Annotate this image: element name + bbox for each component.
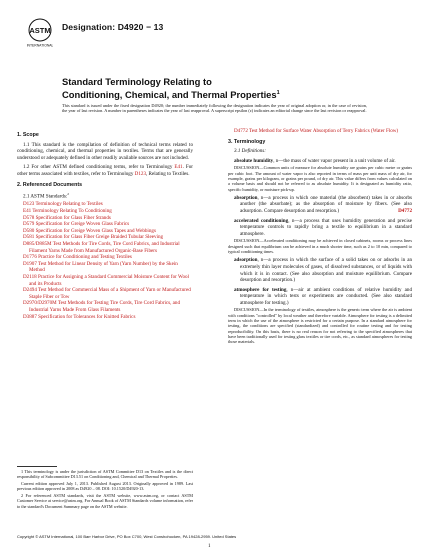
reference-item[interactable]: D1907 Test Method for Linear Density of Yarn (Yarn Number) by the Skein Method <box>23 260 178 274</box>
paragraph-1-2: 1.2 For other ASTM defined conditioning terms, refer to Terminology E41. For other terms associated with textiles, refer to Terminology D123, Relating to Textiles. <box>17 164 193 177</box>
discussion-absolute-humidity: DISCUSSION—Common units of measure for absolute humidity are grains per cubic metre or grains per cubic foot. The amount of water vapor is also reported in terms of mass per unit mass of dry air, for example, grains per kilogram, or grains per pound, of dry air. This value differs from values calculated on a volume basis and should not be referred to as absolute humidity. It is designated as humidity ratio, specific humidity, or moisture pick-up. <box>228 165 412 192</box>
reference-item[interactable]: D578 Specification for Glass Fiber Strands <box>23 214 111 221</box>
term-atmosphere-for-testing: atmosphere for testing, n—air at ambient conditions of relative humidity and temperature in which tests or experiments are conducted. (See also standard atmosphere for testing.) <box>234 286 413 306</box>
term-absorption: absorption, n—a process in which one material (the absorbent) takes in or absorbs another (the absorbate); as the absorption of moisture by fibers. (See also adsorption. Compare desorption and resorption.) D4772 <box>234 194 412 215</box>
reference-item[interactable]: D581 Specification for Glass Fiber Greige Braided Tubular Sleeving <box>23 234 164 241</box>
reference-item[interactable]: D885/D885M Test Methods for Tire Cords, Tire Cord Fabrics, and Industrial Filament Yarns Made from Manufactured Organic-Base Fibers <box>23 241 180 254</box>
astm-logo <box>27 18 53 48</box>
standard-tag: D4772 <box>398 208 412 215</box>
intro-notice: This standard is issued under the fixed designation D4920; the number immediately following the designation indicates the year of original adoption or, in the case of revision, the year of last revision. A number in parentheses indicates the year of last reapproval. A superscript epsilon (ε) indicates an editorial change since the last revision or reapproval. <box>62 103 367 114</box>
section-heading-referenced: 2. Referenced Documents <box>17 181 83 188</box>
reference-item[interactable]: D123 Terminology Relating to Textiles <box>23 201 103 208</box>
left-column <box>17 128 193 320</box>
svg-text:ASTM: ASTM <box>29 26 51 35</box>
title-footnote-marker: 1 <box>276 89 280 96</box>
ref-link-e41[interactable]: E41 <box>174 164 183 171</box>
paragraph-2-1: 2.1 ASTM Standards:$^2$ <box>23 192 70 200</box>
reference-item[interactable]: D580 Specification for Greige Woven Glass Tapes and Webbings <box>23 227 156 234</box>
term-accelerated-conditioning: accelerated conditioning, n—a process that uses humidity generation and precise temperature controls to rapidly bring a textile to equilibrium in a standard atmosphere. <box>234 217 412 237</box>
definitions-subheading: 3.1 Definitions: <box>234 148 266 155</box>
title-line-1: Standard Terminology Relating to <box>62 76 212 87</box>
reference-item[interactable]: D1776 Practice for Conditioning and Testing Textiles <box>23 254 132 261</box>
paragraph-1-1: 1.1 This standard is the compilation of definition of technical terms related to conditioning, chemical, and thermal properties in textiles. Terms that are generally understood or adequately defined in other readily available sources are not included. <box>17 141 193 161</box>
reference-item[interactable]: D579 Specification for Greige Woven Glass Fabrics <box>23 221 130 228</box>
footnote-1: 1 This terminology is under the jurisdiction of ASTM Committee D13 on Textiles and is the direct responsibility of Subcommittee D13.51 on Conditioning and, Chemical and Thermal Properties. <box>17 469 193 480</box>
term-adsorption: adsorption, n—a process in which the surface of a solid takes on or adsorbs in an extremely thin layer molecules of gases, of dissolved substances, or of liquids with which it is in contact. (See also absorption and moisture equilibrium. Compare desorption and resorption.) <box>234 257 412 284</box>
ref-link-d123[interactable]: D123 <box>134 170 146 177</box>
footnotes <box>17 466 193 511</box>
section-heading-scope: 1. Scope <box>17 132 39 138</box>
reference-item[interactable]: D2118 Practice for Assigning a Standard Commercial Moisture Content for Wool and its Products <box>23 273 189 287</box>
designation: Designation: D4920 − 13 <box>62 22 164 32</box>
footnote-2: 2 For referenced ASTM standards, visit the ASTM website, www.astm.org, or contact ASTM Customer Service at service@astm.org. For Annual Book of ASTM Standards volume information, refer to the standard's Document Summary page on the ASTM website. <box>17 493 193 509</box>
document-title <box>62 76 392 100</box>
reference-list <box>17 201 193 320</box>
discussion-atmosphere-for-testing: DISCUSSION—In the terminology of textiles, atmosphere is the generic term where the air is ambient with conditions "controlled" by local weather and therefore variable. Atmosphere for testing is a delimited term in which the use of the atmosphere is restricted for a certain purpose. In a standard atmosphere for testing, the conditions are specified (standardized) and controlled for routine testing and for testing reproducibility. On this basis, there is no real reason for not referring to the specified atmospheres that have been traditionally used for testing glass textiles or tire cords, etc., as standard atmospheres for testing those materials. <box>228 307 412 345</box>
copyright-notice: Copyright © ASTM International, 100 Barr Harbor Drive, PO Box C700, West Conshohocken, PA 19428-2959. United States <box>17 534 237 539</box>
reference-item-d4772[interactable]: D4772 Test Method for Surface Water Absorption of Terry Fabrics (Water Flow) <box>234 128 399 134</box>
reference-item[interactable]: D2970/D2970M Test Methods for Testing Tire Cords, Tire Cord Fabrics, and Industrial Yarns Made From Glass Filaments <box>23 300 181 313</box>
section-heading-terminology: 3. Terminology <box>228 138 266 145</box>
reference-item[interactable]: E41 Terminology Relating To Conditioning <box>23 208 112 215</box>
discussion-accelerated-conditioning: DISCUSSION—Accelerated conditioning may be achieved in closed cabinets, rooms or process lines designed such that equilibrium can be achieved in a much shorter time, such as 2 to 10 min, compared to typical conditioning times. <box>228 238 412 255</box>
term-absolute-humidity: absolute humidity, n—the mass of water vapor present in a unit volume of air. <box>234 157 396 164</box>
page-number: 1 <box>208 544 211 549</box>
right-column <box>228 128 412 348</box>
reference-item[interactable]: D3887 Specification for Tolerances for Knitted Fabrics <box>23 313 136 320</box>
footnote-rule <box>17 466 57 467</box>
footnote-1-edition: Current edition approved July 1, 2013. Published August 2013. Originally approved in 1989. Last previous edition approved in 2008 as D4920 – 08. DOI: 10.1520/D4920-13. <box>17 481 193 492</box>
logo-text: INTERNATIONAL <box>27 43 53 48</box>
title-line-2: Conditioning, Chemical, and Thermal Properties$^1$ <box>62 88 280 100</box>
reference-item[interactable]: D2494 Test Method for Commercial Mass of a Shipment of Yarn or Manufactured Staple Fiber or Tow <box>23 287 191 300</box>
